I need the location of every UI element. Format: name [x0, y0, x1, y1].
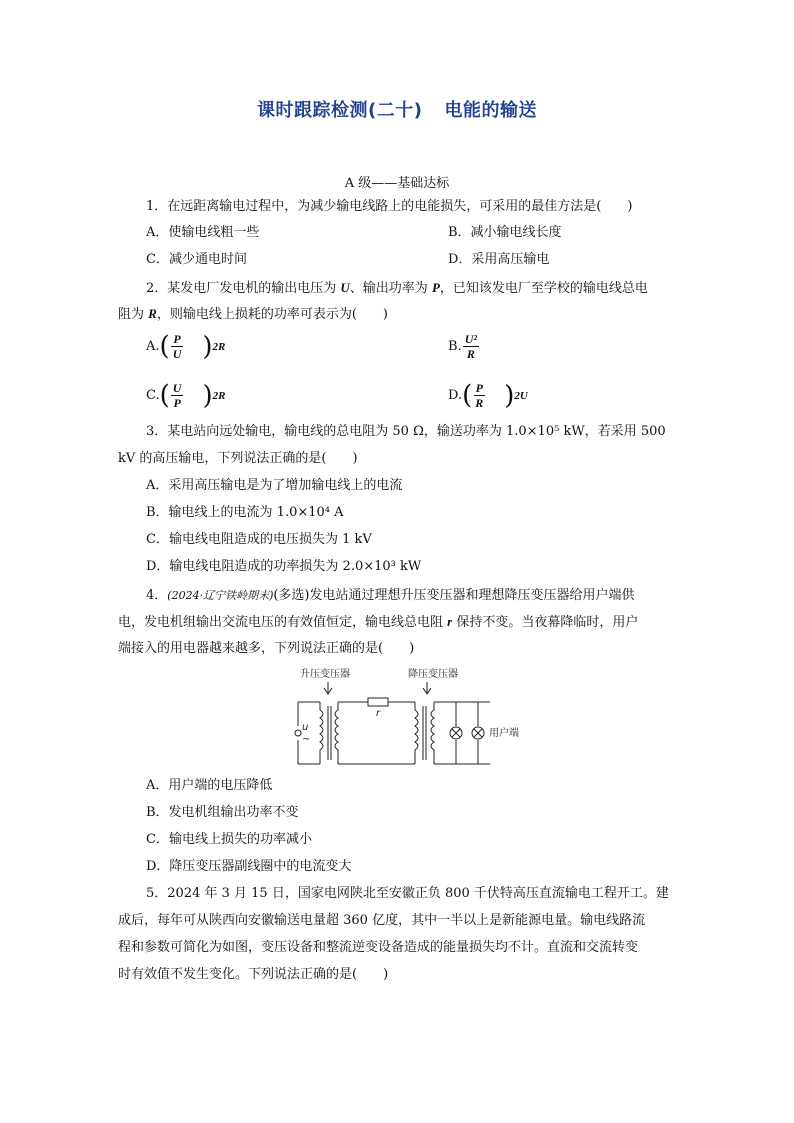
- q2-text: 阻为: [118, 307, 149, 322]
- q4-option-c: C．输电线上损失的功率减小: [146, 832, 312, 847]
- denominator: U: [172, 347, 182, 361]
- q3-option-b: B．输电线上的电流为 1.0×10⁴ A: [146, 505, 344, 520]
- user-end-label: 用户端: [489, 728, 519, 739]
- q3-option-c: C．输电线电阻造成的电压损失为 1 kV: [146, 532, 372, 547]
- q2-option-d: [448, 381, 528, 411]
- option-label: A.: [146, 339, 160, 354]
- title-sub: 电能的输送: [444, 100, 537, 121]
- q1-option-a: A．使输电线粗一些: [146, 225, 260, 240]
- q4-var-r: r: [447, 614, 453, 629]
- option-label: C.: [146, 388, 160, 403]
- fraction: [171, 381, 184, 410]
- step-down-secondary-coil: [431, 702, 434, 764]
- step-down-arrow-icon: [423, 682, 431, 694]
- numerator: U²: [464, 332, 477, 346]
- step-up-secondary-coil: [335, 702, 338, 764]
- resistor-r: [368, 698, 388, 706]
- q2-option-a: [146, 332, 225, 362]
- step-up-primary-coil: [320, 702, 323, 764]
- option-label: B.: [448, 339, 462, 354]
- q4-stem-line2: [118, 613, 638, 632]
- section-level: A 级——基础达标: [344, 176, 450, 191]
- q2-text: 2．某发电厂发电机的输出电压为: [146, 281, 341, 296]
- q4-option-d: D．降压变压器副线圈中的电流变大: [146, 859, 352, 874]
- q2-stem-line2: [118, 305, 388, 324]
- option-tail: 2R: [212, 390, 226, 402]
- q3-stem-line1: 3．某电站向远处输电，输电线的总电阻为 50 Ω，输送功率为 1.0×10⁵ kW，若采用 500: [146, 424, 666, 439]
- q3-option-a: A．采用高压输电是为了增加输电线上的电流: [146, 478, 403, 493]
- paren: ): [202, 380, 213, 411]
- q3-option-d: D．输电线电阻造成的功率损失为 2.0×10³ kW: [146, 559, 422, 574]
- option-tail: 2R: [212, 341, 226, 353]
- paren: (: [159, 331, 170, 362]
- q4-text: (多选)发电站通过理想升压变压器和理想降压变压器给用户端供: [273, 588, 635, 603]
- q2-text: 、输出功率为: [349, 281, 432, 296]
- paren: (: [159, 380, 170, 411]
- step-up-arrow-icon: [324, 682, 332, 694]
- resistor-label: r: [376, 708, 381, 719]
- q4-source-tag: (2024·辽宁铁岭期末): [167, 589, 274, 602]
- q5-stem-line4: 时有效值不发生变化。下列说法正确的是( ): [118, 967, 389, 982]
- q4-text: 保持不变。当夜幕降临时，用户: [452, 615, 639, 630]
- title-main: 课时跟踪检测(二十): [257, 100, 423, 121]
- step-down-label: 降压变压器: [408, 669, 458, 680]
- q5-stem-line2: 成后，每年可从陕西向安徽输送电量超 360 亿度，其中一半以上是新能源电量。输电线路流: [118, 913, 646, 928]
- q4-number: 4．: [146, 588, 168, 603]
- paren: ): [504, 380, 515, 411]
- paren: ): [202, 331, 213, 362]
- page-title: [0, 96, 794, 122]
- denominator: P: [173, 396, 181, 410]
- q4-option-a: A．用户端的电压降低: [146, 778, 273, 793]
- q2-var-u: U: [340, 280, 350, 295]
- lamp-icon: [450, 727, 462, 739]
- q2-var-p: P: [431, 280, 440, 295]
- denominator: R: [475, 396, 484, 410]
- q5-stem-line1: 5．2024 年 3 月 15 日，国家电网陕北至安徽正负 800 千伏特高压直流输电工程开工。建: [146, 886, 669, 901]
- fraction: [463, 332, 479, 361]
- q4-stem-line3: 端接入的用电器越来越多，下列说法正确的是( ): [118, 641, 415, 656]
- q4-text: 电，发电机组输出交流电压的有效值恒定，输电线总电阻: [118, 615, 448, 630]
- q4-option-b: B．发电机组输出功率不变: [146, 805, 299, 820]
- q1-option-b: B．减小输电线长度: [448, 225, 562, 240]
- lamp-icon: [472, 727, 484, 739]
- numerator: U: [172, 381, 182, 395]
- step-up-label: 升压变压器: [300, 669, 350, 680]
- q1-option-c: C．减少通电时间: [146, 252, 247, 267]
- step-down-primary-coil: [415, 702, 418, 764]
- ac-symbol-icon: ~: [302, 734, 311, 745]
- q2-option-b: [448, 332, 480, 362]
- q2-var-r: R: [148, 306, 157, 321]
- source-u-label: u: [302, 722, 309, 733]
- option-tail: 2U: [514, 390, 528, 402]
- q1-option-d: D．采用高压输电: [448, 252, 550, 267]
- q5-stem-line3: 程和参数可简化为如图，变压设备和整流逆变设备造成的能量损失均不计。直流和交流转变: [118, 940, 639, 955]
- numerator: P: [475, 381, 483, 395]
- source-terminal-icon: [295, 730, 301, 736]
- q2-option-c: [146, 381, 225, 411]
- paren: (: [462, 380, 473, 411]
- option-label: D.: [448, 388, 463, 403]
- numerator: P: [173, 332, 181, 346]
- transmission-circuit-diagram: [290, 666, 530, 770]
- q2-text: ，已知该发电厂至学校的输电线总电: [439, 281, 648, 296]
- fraction: [171, 332, 184, 361]
- q3-stem-line2: kV 的高压输电，下列说法正确的是( ): [118, 451, 358, 466]
- fraction: [473, 381, 485, 410]
- q4-stem-line1: [146, 587, 635, 605]
- q1-stem: 1．在远距离输电过程中，为减少输电线路上的电能损失，可采用的最佳方法是( ): [146, 199, 633, 214]
- q2-stem-line1: [146, 279, 648, 298]
- q2-text: ，则输电线上损耗的功率可表示为( ): [156, 307, 388, 322]
- denominator: R: [466, 347, 475, 361]
